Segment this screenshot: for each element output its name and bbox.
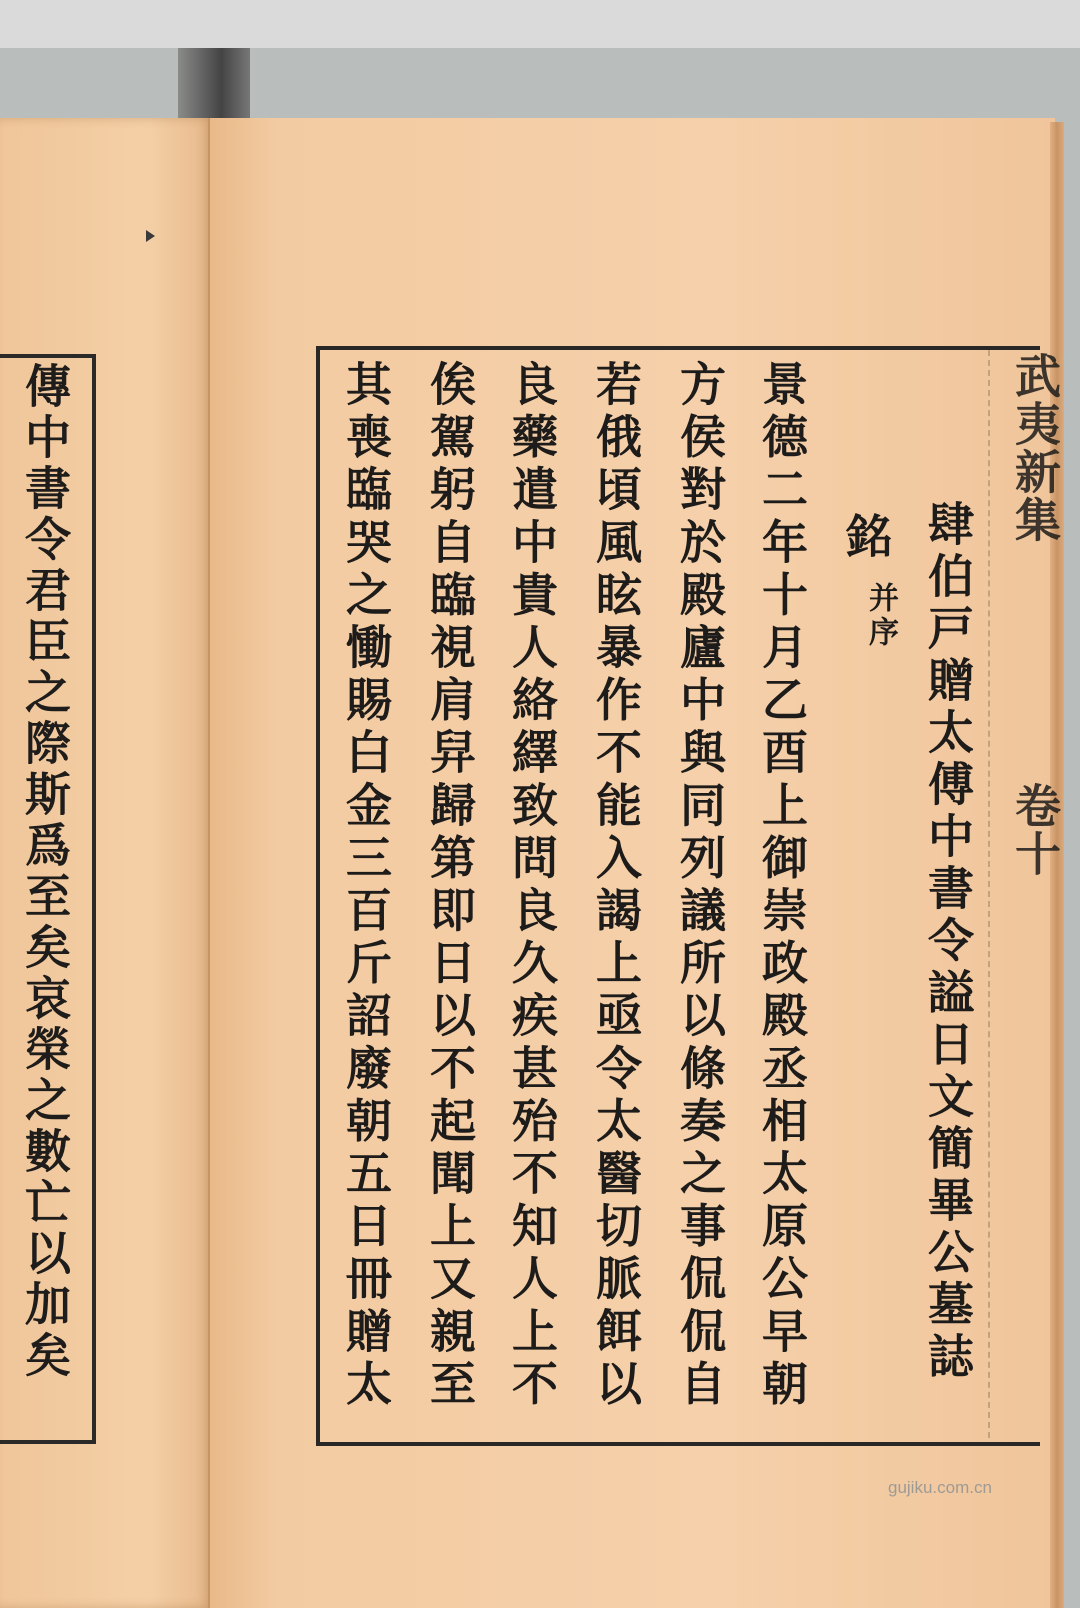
pointer-mark-icon (146, 230, 155, 242)
book-title: 武夷新集 (1008, 352, 1062, 544)
ming-heading: 銘 (839, 512, 893, 558)
inscription-title: 肆伯戸贈太傅中書令謚日文簡畢公墓誌 (921, 500, 975, 1384)
text-column-6: 其喪臨哭之慟賜白金三百斤詔廢朝五日冊贈太 (339, 360, 393, 1412)
text-column-3: 若俄頃風眩暴作不能入謁上亟令太醫切脈餌以 (589, 360, 643, 1412)
text-column-5: 俟駕躬自臨視肩舁歸第即日以不起聞上又親至 (423, 360, 477, 1412)
text-column-1: 景德二年十月乙酉上御崇政殿丞相太原公早朝 (755, 360, 809, 1412)
ming-note: 并序 (863, 582, 898, 650)
top-margin (0, 0, 1080, 48)
volume-number: 卷十 (1008, 782, 1062, 878)
text-column-2: 方侯對於殿廬中與同列議所以條奏之事侃侃自 (673, 360, 727, 1412)
spine-shadow (178, 48, 250, 118)
watermark: gujiku.com.cn (888, 1478, 992, 1497)
header-rule (988, 350, 990, 1438)
text-column-4: 良藥遣中貴人絡繹致問良久疾甚殆不知人上不 (505, 360, 559, 1412)
left-page-column: 傳中書令君臣之際斯爲至矣哀榮之數亡以加矣 (18, 362, 72, 1382)
